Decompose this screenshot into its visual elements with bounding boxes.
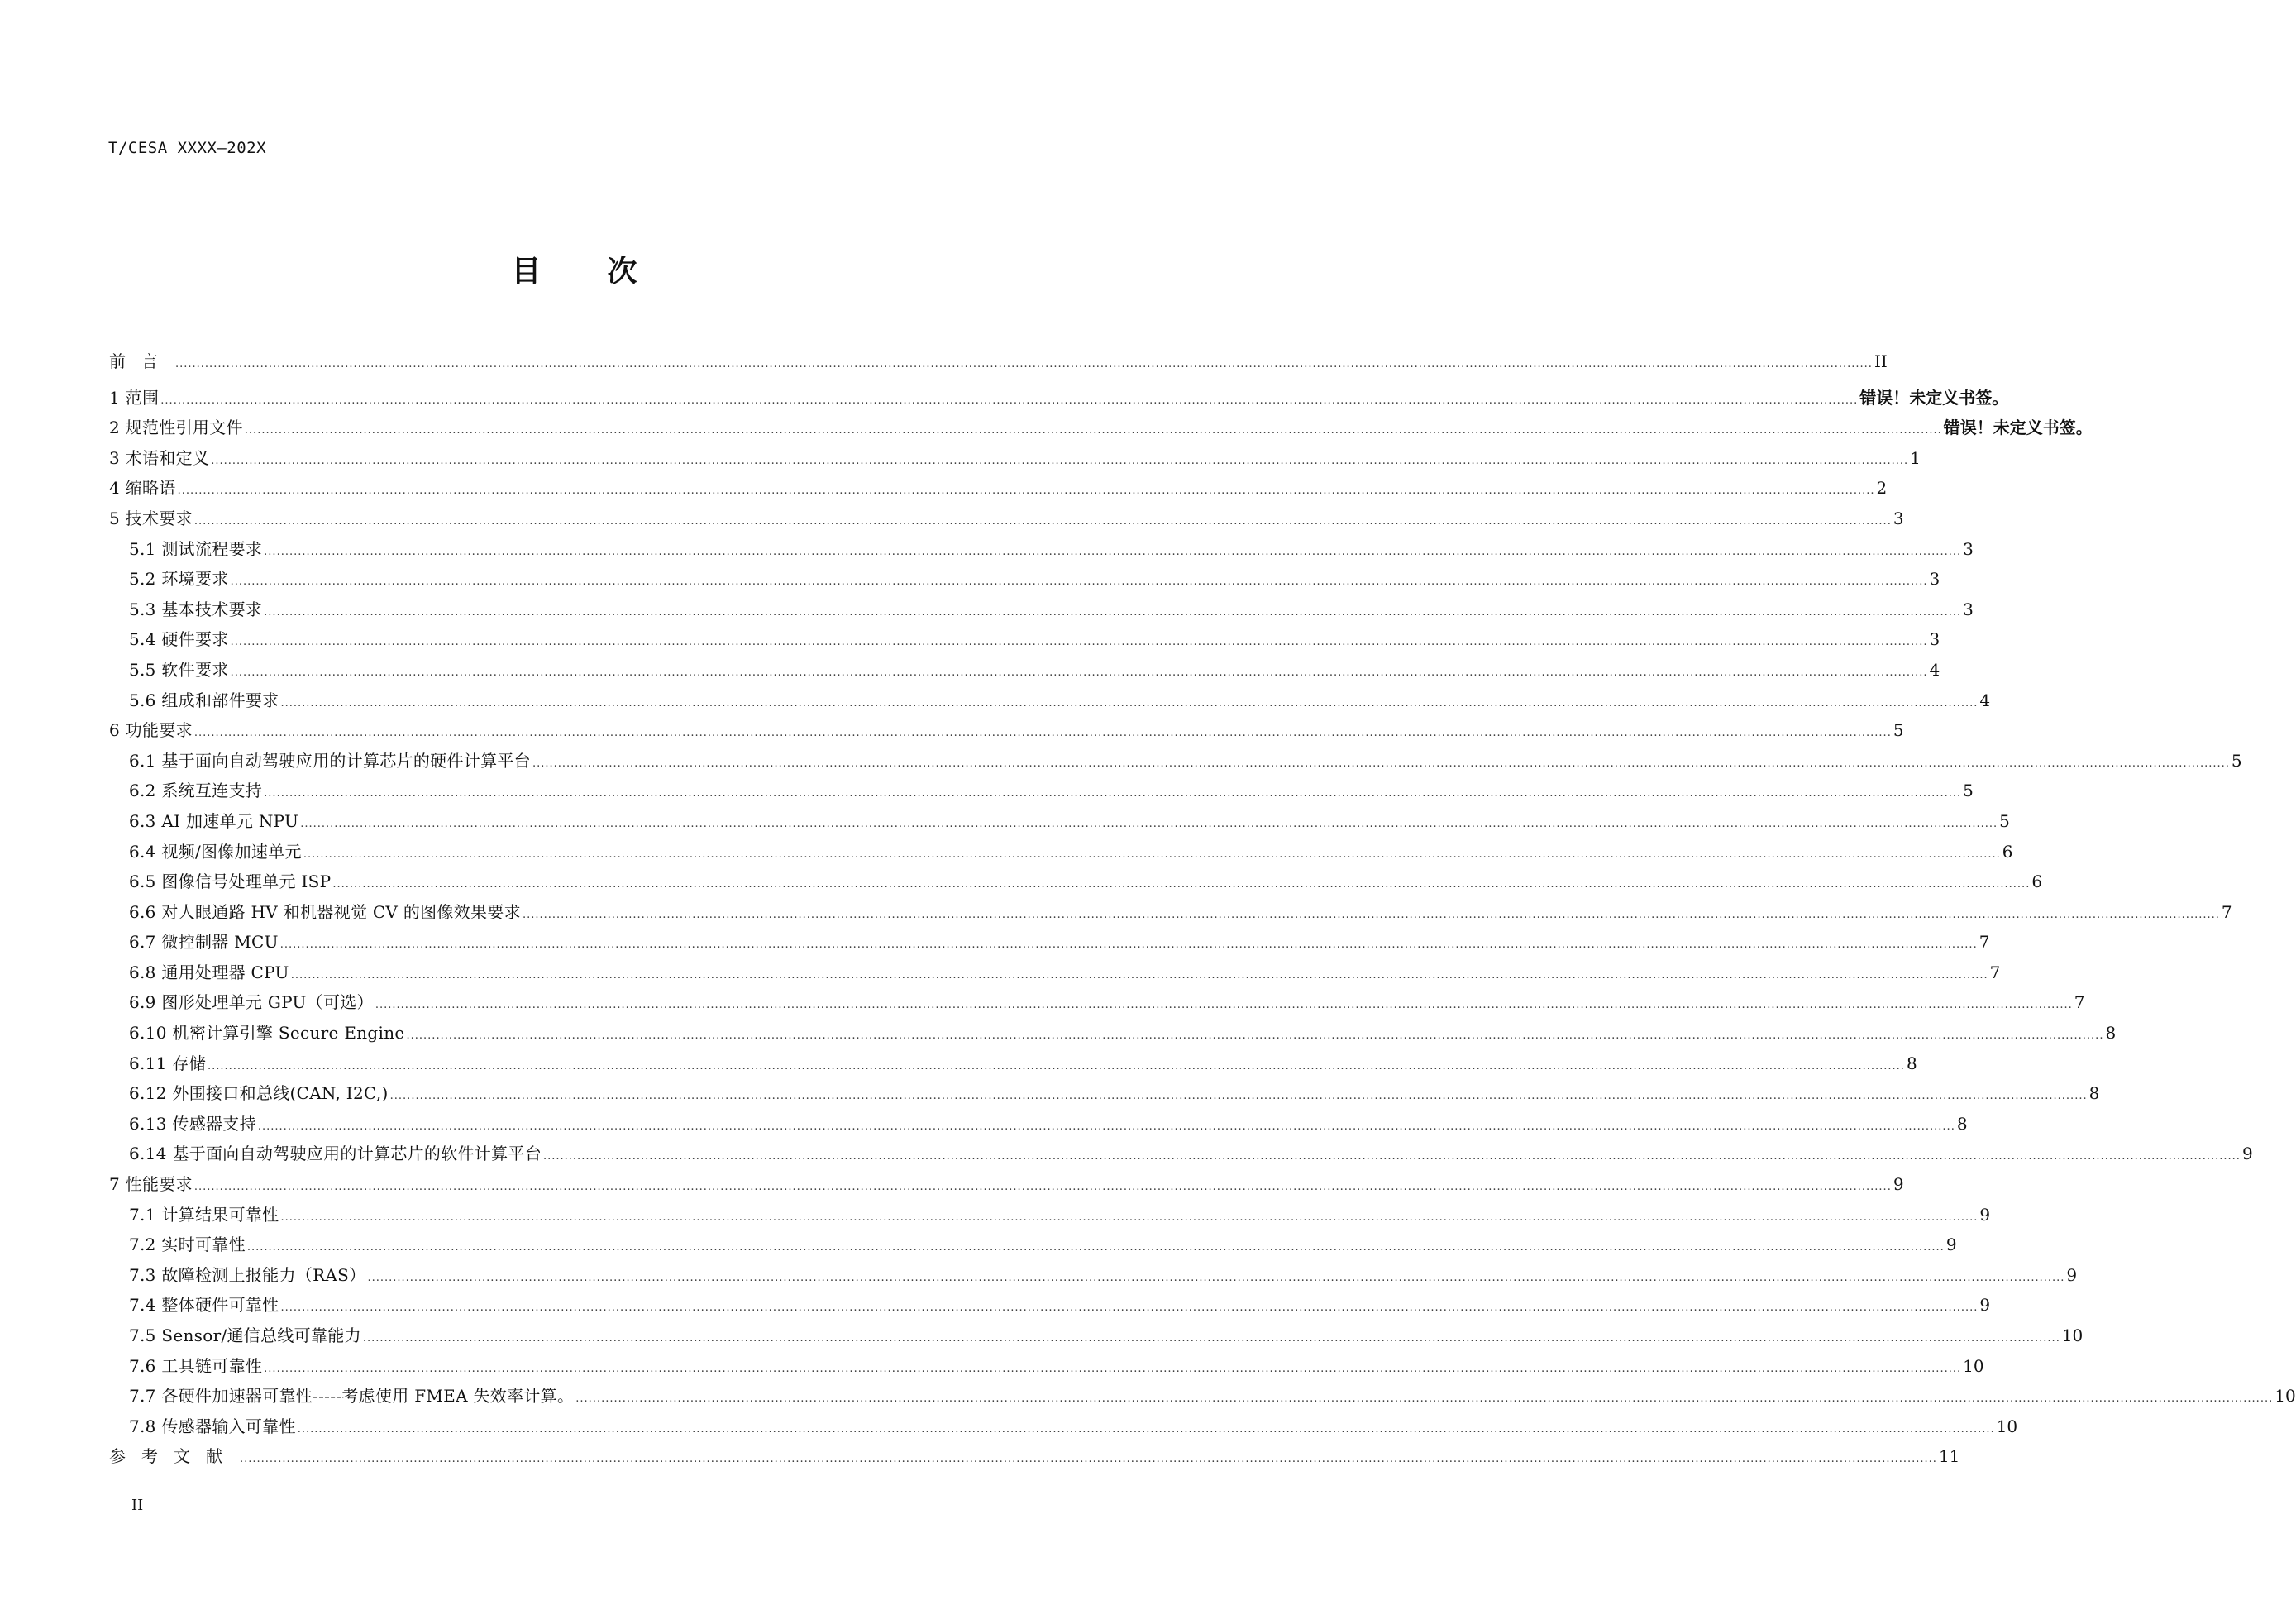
toc-title	[0, 248, 1148, 290]
toc-leader-dots: ................................................................................................................................................................................................................................................................................................................................................................................................................	[362, 1332, 2060, 1345]
toc-entry-error-text: 错误！未定义书签。	[1943, 418, 2093, 438]
toc-entry-page: 5	[2231, 750, 2242, 771]
toc-entry-page: 10	[2061, 1325, 2084, 1345]
toc-leader-dots: ................................................................................................................................................................................................................................................................................................................................................................................................................	[175, 358, 1873, 370]
toc-entry-page: 3	[1893, 508, 1904, 528]
toc-leader-dots: ................................................................................................................................................................................................................................................................................................................................................................................................................	[246, 1241, 1945, 1254]
toc-entry[interactable]	[109, 655, 1940, 685]
toc-leader-dots: ................................................................................................................................................................................................................................................................................................................................................................................................................	[264, 787, 1962, 800]
toc-entry-label: 6.7 微控制器 MCU	[129, 932, 279, 953]
toc-leader-dots: ................................................................................................................................................................................................................................................................................................................................................................................................................	[193, 1181, 1892, 1194]
toc-entry-page: 9	[2066, 1264, 2078, 1285]
toc-leader-dots: ................................................................................................................................................................................................................................................................................................................................................................................................................	[240, 1453, 1937, 1466]
toc-entry-page: 3	[1929, 629, 1940, 650]
toc-entry-label: 6.8 通用处理器 CPU	[129, 962, 289, 982]
toc-leader-dots: ................................................................................................................................................................................................................................................................................................................................................................................................................	[532, 757, 2230, 770]
toc-leader-dots: ................................................................................................................................................................................................................................................................................................................................................................................................................	[244, 424, 1942, 437]
toc-entry-page: 10	[1996, 1416, 2018, 1436]
toc-leader-dots: ................................................................................................................................................................................................................................................................................................................................................................................................................	[211, 454, 1909, 467]
toc-leader-dots: ................................................................................................................................................................................................................................................................................................................................................................................................................	[193, 727, 1892, 740]
toc-entry-page: 3	[1963, 538, 1974, 559]
toc-entry-label: 6.2 系统互连支持	[129, 781, 263, 801]
toc-entry-label: 6.3 AI 加速单元 NPU	[129, 810, 299, 831]
toc-entry-page: 10	[2275, 1386, 2296, 1407]
toc-entry-page: 2	[1876, 478, 1888, 499]
toc-entry[interactable]	[109, 1048, 1917, 1079]
toc-entry-page: 3	[1929, 569, 1940, 590]
toc-entry[interactable]	[109, 504, 1904, 534]
toc-entry-label: 7.5 Sensor/通信总线可靠能力	[129, 1325, 361, 1345]
toc-leader-dots: ................................................................................................................................................................................................................................................................................................................................................................................................................	[280, 1211, 1979, 1224]
toc-entry[interactable]	[109, 1351, 1984, 1382]
toc-entry[interactable]	[109, 595, 1974, 625]
toc-leader-dots: ................................................................................................................................................................................................................................................................................................................................................................................................................	[230, 666, 1928, 679]
toc-entry-label: 5.3 基本技术要求	[129, 599, 263, 619]
toc-entry-page: 1	[1910, 447, 1921, 468]
toc-entry[interactable]	[109, 413, 2093, 443]
toc-entry-label: 5.2 环境要求	[129, 569, 229, 590]
toc-entry-page: 9	[1945, 1235, 1957, 1255]
toc-entry-page: 9	[1979, 1295, 1991, 1316]
toc-entry-page: 7	[2221, 901, 2232, 922]
toc-entry-page: 4	[1929, 659, 1940, 680]
toc-leader-dots: ................................................................................................................................................................................................................................................................................................................................................................................................................	[297, 1422, 1995, 1435]
toc-entry[interactable]	[109, 1321, 2084, 1351]
toc-entry-label: 7.3 故障检测上报能力（RAS）	[129, 1264, 366, 1285]
toc-entry-page: II	[1874, 351, 1888, 371]
toc-entry[interactable]	[109, 1290, 1991, 1321]
toc-entry-page: 8	[1956, 1113, 1968, 1134]
toc-entry-page: 6	[2002, 841, 2013, 862]
toc-entry-page: 8	[2105, 1023, 2117, 1044]
toc-leader-dots: ................................................................................................................................................................................................................................................................................................................................................................................................................	[160, 394, 1859, 407]
toc-entry[interactable]	[109, 1200, 1991, 1230]
toc-leader-dots: ................................................................................................................................................................................................................................................................................................................................................................................................................	[522, 908, 2220, 921]
toc-leader-dots: ................................................................................................................................................................................................................................................................................................................................................................................................................	[193, 514, 1892, 528]
toc-entry-label: 7.8 传感器输入可靠性	[129, 1416, 296, 1436]
toc-leader-dots: ................................................................................................................................................................................................................................................................................................................................................................................................................	[389, 1090, 2088, 1103]
toc-entry[interactable]	[109, 1018, 2117, 1048]
toc-entry-label: 3 术语和定义	[109, 447, 210, 468]
toc-entry-label: 5.4 硬件要求	[129, 629, 229, 650]
toc-leader-dots: ................................................................................................................................................................................................................................................................................................................................................................................................................	[375, 999, 2073, 1012]
toc-entry-label: 7.6 工具链可靠性	[129, 1355, 263, 1376]
toc-entry-label: 7.1 计算结果可靠性	[129, 1204, 279, 1225]
toc-entry-page: 9	[2241, 1144, 2253, 1164]
toc-entry-label: 1 范围	[109, 387, 160, 408]
toc-entry-page: 8	[1906, 1053, 1917, 1073]
toc-entry[interactable]	[109, 443, 1921, 474]
toc-entry-label: 7.2 实时可靠性	[129, 1235, 246, 1255]
toc-entry-page: 3	[1963, 599, 1974, 619]
toc-entry-page: 11	[1938, 1446, 1960, 1467]
toc-entry[interactable]	[109, 473, 1888, 504]
toc-leader-dots: ................................................................................................................................................................................................................................................................................................................................................................................................................	[208, 1059, 1905, 1072]
toc-entry[interactable]	[109, 806, 2010, 837]
toc-entry-label: 前言	[109, 351, 174, 371]
toc-entry-label: 5.5 软件要求	[129, 659, 229, 680]
toc-entry[interactable]	[109, 927, 1990, 958]
toc-entry[interactable]	[109, 1260, 2078, 1291]
toc-leader-dots: ................................................................................................................................................................................................................................................................................................................................................................................................................	[406, 1029, 2104, 1043]
toc-leader-dots: ................................................................................................................................................................................................................................................................................................................................................................................................................	[290, 968, 1988, 982]
toc-entry-page: 10	[1963, 1355, 1984, 1376]
toc-entry-page: 9	[1979, 1204, 1991, 1225]
toc-entry-label: 6.4 视频/图像加速单元	[129, 841, 302, 862]
toc-entry[interactable]	[109, 1169, 1904, 1200]
toc-entry-label: 7.4 整体硬件可靠性	[129, 1295, 279, 1316]
table-of-contents	[109, 346, 2296, 1472]
toc-entry-page: 7	[1979, 932, 1990, 953]
toc-title-char-2: 次	[607, 255, 637, 289]
toc-leader-dots: ................................................................................................................................................................................................................................................................................................................................................................................................................	[257, 1120, 1955, 1133]
toc-leader-dots: ................................................................................................................................................................................................................................................................................................................................................................................................................	[543, 1150, 2241, 1163]
toc-title-char-1: 目	[511, 255, 542, 289]
toc-leader-dots: ................................................................................................................................................................................................................................................................................................................................................................................................................	[264, 1362, 1962, 1375]
toc-leader-dots: ................................................................................................................................................................................................................................................................................................................................................................................................................	[230, 636, 1928, 649]
toc-entry-label: 6.9 图形处理单元 GPU（可选）	[129, 992, 374, 1013]
toc-entry[interactable]	[109, 383, 2009, 413]
toc-entry[interactable]	[109, 1230, 1957, 1260]
toc-entry-label: 6.6 对人眼通路 HV 和机器视觉 CV 的图像效果要求	[129, 901, 521, 922]
toc-entry-label: 2 规范性引用文件	[109, 418, 243, 438]
toc-entry[interactable]	[109, 1411, 2018, 1442]
toc-entry-label: 7.7 各硬件加速器可靠性-----考虑使用 FMEA 失效率计算。	[129, 1386, 575, 1407]
toc-entry-label: 6.5 图像信号处理单元 ISP	[129, 872, 332, 892]
toc-entry-label: 5.1 测试流程要求	[129, 538, 263, 559]
toc-entry-label: 6.1 基于面向自动驾驶应用的计算芯片的硬件计算平台	[129, 750, 531, 771]
toc-entry-label: 6.12 外围接口和总线(CAN, I2C,)	[129, 1083, 389, 1104]
toc-entry-label: 6 功能要求	[109, 720, 193, 741]
toc-leader-dots: ................................................................................................................................................................................................................................................................................................................................................................................................................	[280, 1302, 1979, 1315]
toc-entry[interactable]	[109, 1139, 2253, 1169]
toc-entry[interactable]	[109, 564, 1940, 595]
toc-entry-label: 4 缩略语	[109, 478, 176, 499]
toc-entry[interactable]	[109, 958, 2001, 988]
toc-entry-page: 9	[1893, 1174, 1904, 1195]
toc-entry[interactable]	[109, 867, 2043, 897]
toc-leader-dots: ................................................................................................................................................................................................................................................................................................................................................................................................................	[264, 605, 1962, 619]
toc-entry[interactable]	[109, 624, 1940, 655]
document-code: T/CESA XXXX—202X	[108, 139, 267, 157]
toc-leader-dots: ................................................................................................................................................................................................................................................................................................................................................................................................................	[264, 545, 1962, 558]
toc-entry-page: 4	[1979, 690, 1991, 710]
toc-entry-page: 6	[2031, 872, 2043, 892]
toc-entry[interactable]	[109, 1441, 1960, 1472]
toc-entry[interactable]	[109, 746, 2242, 776]
page-number: II	[131, 1497, 144, 1514]
toc-entry-page: 5	[1963, 781, 1974, 801]
toc-entry[interactable]	[109, 1078, 2100, 1109]
toc-entry-label: 7 性能要求	[109, 1174, 193, 1195]
toc-leader-dots: ................................................................................................................................................................................................................................................................................................................................................................................................................	[300, 817, 1998, 830]
toc-entry-page: 8	[2088, 1083, 2100, 1104]
toc-leader-dots: ................................................................................................................................................................................................................................................................................................................................................................................................................	[303, 848, 2001, 861]
toc-entry-page: 7	[1989, 962, 2001, 982]
toc-leader-dots: ................................................................................................................................................................................................................................................................................................................................................................................................................	[332, 878, 2031, 891]
toc-entry-label: 5.6 组成和部件要求	[129, 690, 279, 710]
toc-leader-dots: ................................................................................................................................................................................................................................................................................................................................................................................................................	[177, 485, 1875, 498]
toc-entry-page: 7	[2074, 992, 2085, 1013]
toc-entry-label: 5 技术要求	[109, 508, 193, 528]
toc-entry[interactable]	[109, 776, 1974, 806]
toc-entry[interactable]	[109, 897, 2232, 928]
toc-entry[interactable]	[109, 715, 1904, 746]
toc-leader-dots: ................................................................................................................................................................................................................................................................................................................................................................................................................	[279, 939, 1978, 952]
toc-entry-error-text: 错误！未定义书签。	[1859, 387, 2009, 408]
toc-entry[interactable]	[109, 346, 1888, 377]
toc-entry-label: 6.10 机密计算引擎 Secure Engine	[129, 1023, 405, 1044]
toc-entry[interactable]	[109, 837, 2013, 867]
toc-entry[interactable]	[109, 1109, 1968, 1139]
toc-entry-page: 5	[1893, 720, 1904, 741]
toc-entry-label: 6.14 基于面向自动驾驶应用的计算芯片的软件计算平台	[129, 1144, 542, 1164]
toc-leader-dots: ................................................................................................................................................................................................................................................................................................................................................................................................................	[230, 576, 1928, 589]
toc-entry[interactable]	[109, 685, 1991, 716]
toc-leader-dots: ................................................................................................................................................................................................................................................................................................................................................................................................................	[367, 1271, 2065, 1284]
toc-entry[interactable]	[109, 987, 2085, 1018]
toc-entry[interactable]	[109, 534, 1974, 565]
toc-leader-dots: ................................................................................................................................................................................................................................................................................................................................................................................................................	[575, 1392, 2274, 1406]
toc-entry-label: 6.13 传感器支持	[129, 1113, 256, 1134]
toc-entry[interactable]	[109, 1381, 2296, 1411]
toc-entry-label: 参考文献	[109, 1446, 238, 1467]
toc-entry-page: 5	[1999, 810, 2010, 831]
toc-leader-dots: ................................................................................................................................................................................................................................................................................................................................................................................................................	[280, 696, 1979, 709]
toc-entry-label: 6.11 存储	[129, 1053, 206, 1073]
